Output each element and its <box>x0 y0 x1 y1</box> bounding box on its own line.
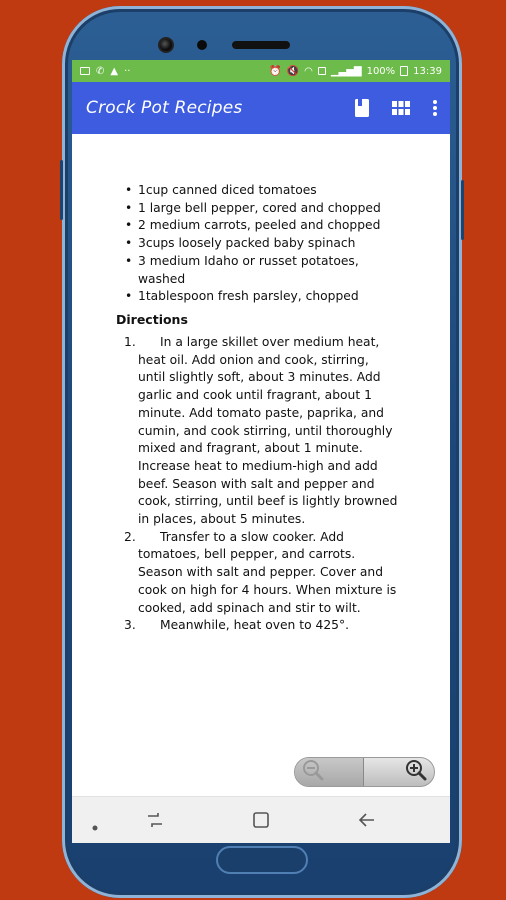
phone-screen <box>72 60 450 843</box>
step-number: 2. <box>124 529 136 544</box>
zoom-in-icon <box>404 758 428 786</box>
list-item: • 1 large bell pepper, cored and chopped <box>120 200 400 218</box>
volume-button <box>60 160 63 220</box>
step-text: In a large skillet over medium heat, heat oil. Add onion and cook, stirring, until slightly soft, about 3 minutes. Add garlic and cook until fragrant, about 1 minute. Add tomato paste, paprika, and cumin, and cook stirring, until thoroughly mixed and fragrant, about 1 minute. Increase heat to medium-high and add beef. Season with salt and pepper and cook, stirring, until beef is lightly browned in places, about 5 minutes. <box>138 335 398 527</box>
mute-icon: 🔇 <box>286 65 300 77</box>
grid-icon[interactable] <box>392 101 410 115</box>
home-icon[interactable] <box>252 811 270 833</box>
overflow-menu-icon[interactable] <box>432 99 438 117</box>
step-text: Meanwhile, heat oven to 425°. <box>160 618 350 633</box>
front-camera <box>158 37 174 53</box>
bookmark-icon[interactable] <box>354 98 370 118</box>
wifi-icon: ◠ <box>304 65 313 77</box>
recipe-content[interactable] <box>72 134 450 796</box>
direction-step <box>124 617 398 635</box>
app-bar <box>72 82 450 134</box>
more-notifications-icon: ·· <box>124 65 131 77</box>
alarm-icon: ⏰ <box>269 65 282 77</box>
status-bar <box>72 60 450 82</box>
app-title: Crock Pot Recipes <box>86 98 243 118</box>
zoom-out-icon <box>301 758 325 786</box>
phone-notification-icon: ✆ <box>96 65 105 77</box>
step-number: 3. <box>124 618 136 633</box>
power-button <box>461 180 464 240</box>
direction-step <box>124 529 398 618</box>
list-item: • 1cup canned diced tomatoes <box>120 182 400 200</box>
earpiece-speaker <box>232 41 290 49</box>
data-saver-icon <box>318 67 326 75</box>
gallery-notification-icon <box>80 67 90 75</box>
list-item: • 2 medium carrots, peeled and chopped <box>120 217 400 235</box>
back-icon[interactable] <box>358 811 376 833</box>
zoom-control <box>294 757 435 787</box>
list-item: • 3cups loosely packed baby spinach <box>120 235 400 253</box>
step-number: 1. <box>124 335 136 349</box>
battery-percent: 100% <box>366 65 396 77</box>
proximity-sensor <box>197 40 207 50</box>
battery-icon <box>400 66 408 76</box>
zoom-in-button[interactable] <box>364 758 434 786</box>
dot-icon[interactable] <box>92 816 98 835</box>
navigation-bar <box>72 796 450 843</box>
directions-heading: Directions <box>116 312 188 327</box>
clock: 13:39 <box>413 65 442 77</box>
recent-apps-icon[interactable] <box>146 811 164 833</box>
warning-notification-icon: ▲ <box>110 65 119 77</box>
list-item: • 3 medium Idaho or russet potatoes, washed <box>120 253 400 288</box>
step-text: Transfer to a slow cooker. Add tomatoes, bell pepper, and carrots. Season with salt and pepper. Cover and cook on high for 4 hours. When mixture is cooked, add spinach and stir to wilt. <box>138 529 397 615</box>
signal-icon: ▁▃▅▇ <box>330 65 362 77</box>
direction-step <box>124 334 398 529</box>
directions-list <box>124 334 398 635</box>
ingredients-list <box>120 182 400 306</box>
physical-home-button[interactable] <box>216 846 308 874</box>
list-item: • 1tablespoon fresh parsley, chopped <box>120 288 400 306</box>
zoom-out-button[interactable] <box>295 758 364 786</box>
